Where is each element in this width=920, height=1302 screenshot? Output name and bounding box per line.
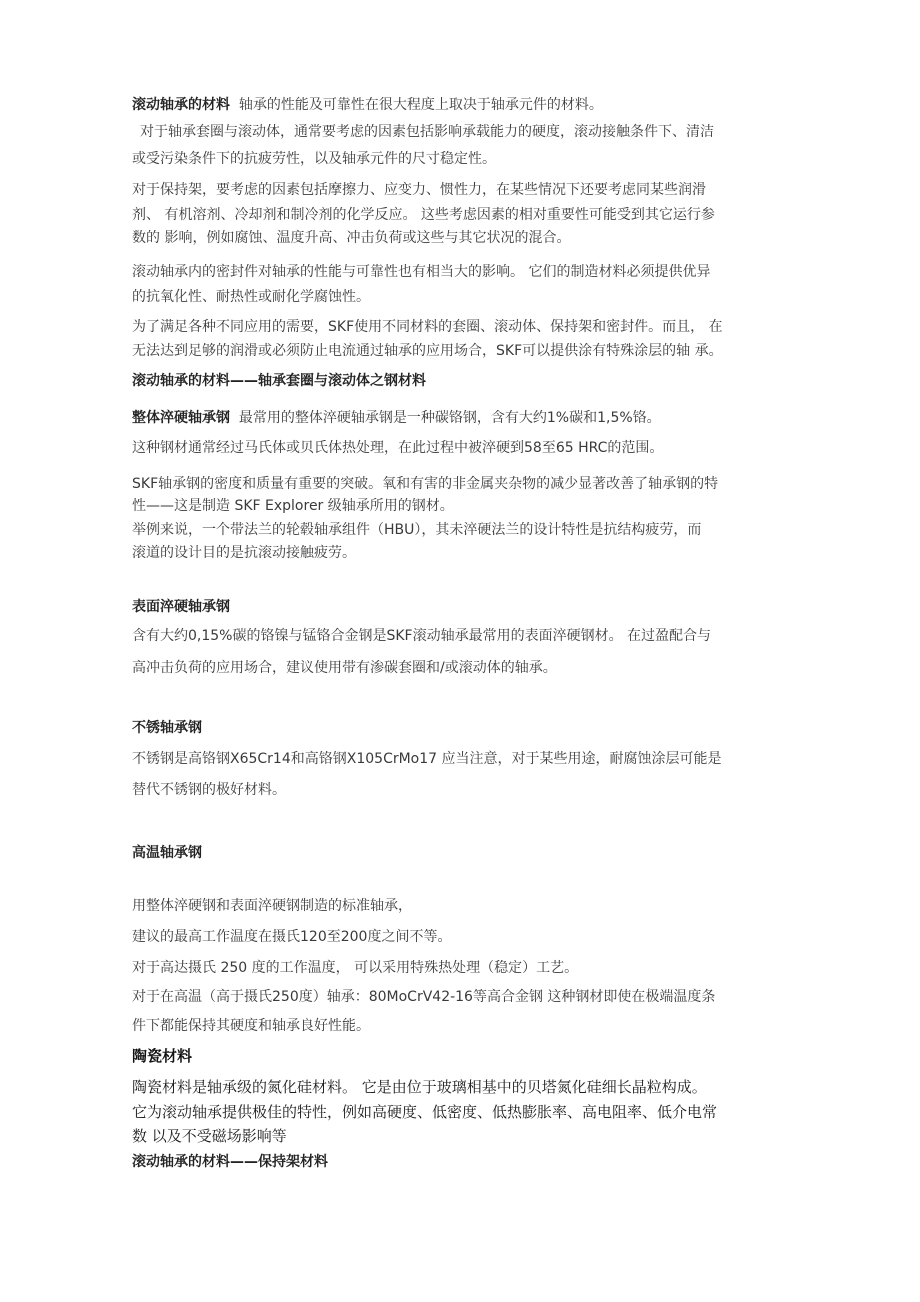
paragraph-line: 数的 影响，例如腐蚀、温度升高、冲击负荷或这些与其它状况的混合。 [132,230,571,246]
paragraph-line: 替代不锈钢的极好材料。 [132,782,286,798]
paragraph-line: 为了满足各种不同应用的需要，SKF使用不同材料的套圈、滚动体、保持架和密封件。而且， 在 [132,319,723,335]
paragraph-line: SKF轴承钢的密度和质量有重要的突破。氧和有害的非金属夹杂物的减少显著改善了轴承钢的特 [132,476,719,492]
paragraph-line: 件下都能保持其硬度和轴承良好性能。 [132,1018,370,1034]
subsection-heading: 高温轴承钢 [132,845,202,861]
subsection-heading: 表面淬硬轴承钢 [132,599,230,615]
subsection-heading: 不锈轴承钢 [132,720,202,736]
paragraph-line: 用整体淬硬钢和表面淬硬钢制造的标准轴承， [132,898,412,914]
paragraph-line: 滚动轴承的材料 轴承的性能及可靠性在很大程度上取决于轴承元件的材料。 [132,97,603,113]
paragraph-line: 含有大约0,15%碳的铬镍与锰铬合金钢是SKF滚动轴承最常用的表面淬硬钢材。 在过盈配合与 [132,628,712,644]
paragraph-line: 性——这是制造 SKF Explorer 级轴承所用的钢材。 [132,498,454,514]
paragraph-line: 滚道的设计目的是抗滚动接触疲劳。 [132,545,356,561]
subsection-heading: 整体淬硬轴承钢 [132,410,230,426]
paragraph-line: 这种钢材通常经过马氏体或贝氏体热处理，在此过程中被淬硬到58至65 HRC的范围。 [132,440,664,456]
paragraph-line: 不锈钢是高铬钢X65Cr14和高铬钢X105CrMo17 应当注意，对于某些用途，耐腐蚀涂层可能是 [132,751,722,767]
paragraph-line: 剂、 有机溶剂、冷却剂和制冷剂的化学反应。 这些考虑因素的相对重要性可能受到其它运行参 [132,207,715,223]
paragraph-line: 滚动轴承内的密封件对轴承的性能与可靠性也有相当大的影响。 它们的制造材料必须提供优异 [132,264,711,280]
paragraph-line: 陶瓷材料是轴承级的氮化硅材料。 它是由位于玻璃相基中的贝塔氮化硅细长晶粒构成。 [132,1078,707,1096]
paragraph-line: 数 以及不受磁场影响等 [132,1127,287,1145]
paragraph-line: 无法达到足够的润滑或必须防止电流通过轴承的应用场合，SKF可以提供涂有特殊涂层的轴 承。 [132,343,723,359]
paragraph-line: 它为滚动轴承提供极佳的特性，例如高硬度、低密度、低热膨胀率、高电阻率、低介电常 [132,1103,718,1121]
paragraph-line: 对于保持架，要考虑的因素包括摩擦力、应变力、惯性力，在某些情况下还要考虑同某些润滑 [132,182,706,198]
section-heading: 滚动轴承的材料——轴承套圈与滚动体之钢材料 [132,373,426,389]
paragraph-line: 高冲击负荷的应用场合，建议使用带有渗碳套圈和/或滚动体的轴承。 [132,660,557,676]
paragraph-line: 对于在高温（高于摄氏250度）轴承：80MoCrV42-16等高合金钢 这种钢材即使在极端温度条 [132,989,716,1005]
paragraph-line: 或受污染条件下的抗疲劳性，以及轴承元件的尺寸稳定性。 [132,151,496,167]
paragraph-line: 对于轴承套圈与滚动体，通常要考虑的因素包括影响承载能力的硬度，滚动接触条件下、清洁 [140,124,714,140]
paragraph-line: 举例来说，一个带法兰的轮毂轴承组件（HBU），其未淬硬法兰的设计特性是抗结构疲劳，而 [132,522,702,538]
subsection-heading: 陶瓷材料 [132,1047,193,1065]
paragraph-line: 整体淬硬轴承钢 最常用的整体淬硬轴承钢是一种碳铬钢，含有大约1%碳和1,5%铬。 [132,410,661,426]
paragraph-line: 建议的最高工作温度在摄氏120至200度之间不等。 [132,929,452,945]
section-heading: 滚动轴承的材料 [132,97,230,113]
section-heading: 滚动轴承的材料——保持架材料 [132,1154,328,1170]
paragraph-line: 对于高达摄氏 250 度的工作温度， 可以采用特殊热处理（稳定）工艺。 [132,960,579,976]
paragraph-line: 的抗氧化性、耐热性或耐化学腐蚀性。 [132,289,370,305]
